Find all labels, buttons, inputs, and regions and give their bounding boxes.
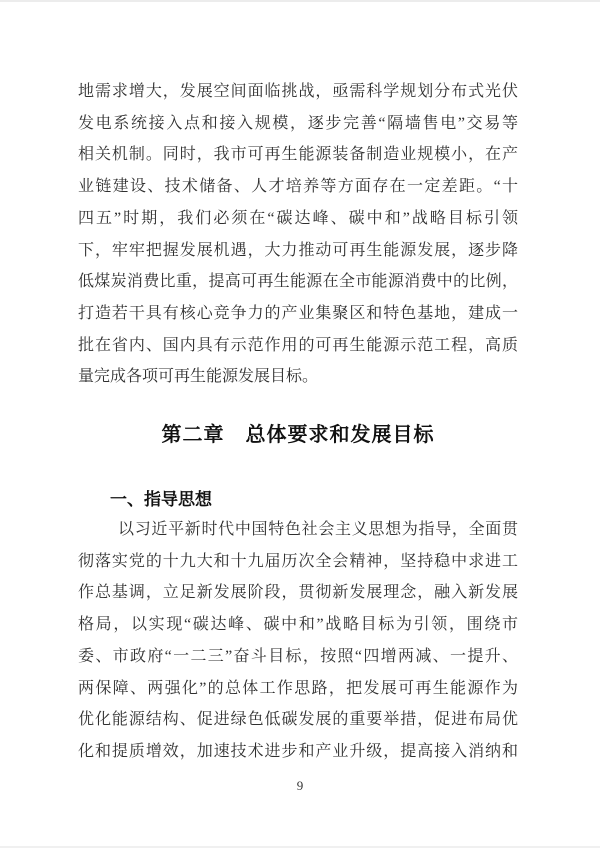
text-line: 委、市政府“一二三”奋斗目标，按照“四增两减、一提升、 [78,647,518,665]
text-line: 作总基调，立足新发展阶段，贯彻新发展理念，融入新发展 [78,584,518,602]
page-number: 9 [296,778,304,793]
paragraph-guiding-ideology [78,514,518,768]
text-line: 化和提质增效，加速技术进步和产业升级，提高接入消纳和 [78,742,518,760]
text-line: 优化能源结构、促进绿色低碳发展的重要举措，促进布局优 [78,711,518,729]
text-line: 批在省内、国内具有示范作用的可再生能源示范工程，高质 [78,336,518,354]
text-line: 四五”时期，我们必须在“碳达峰、碳中和”战略目标引领 [78,209,518,227]
text-line: 业链建设、技术储备、人才培养等方面存在一定差距。“十 [78,178,518,196]
text-line: 彻落实党的十九大和十九届历次全会精神，坚持稳中求进工 [78,552,518,570]
text-line: 量完成各项可再生能源发展目标。 [78,368,319,386]
text-line: 低煤炭消费比重，提高可再生能源在全市能源消费中的比例， [78,273,518,291]
text-line: 两保障、两强化”的总体工作思路，把发展可再生能源作为 [78,679,518,697]
text-line: 相关机制。同时，我市可再生能源装备制造业规模小，在产 [78,146,518,164]
text-line: 以习近平新时代中国特色社会主义思想为指导，全面贯 [118,521,518,538]
text-line: 打造若干具有核心竞争力的产业集聚区和特色基地，建成一 [78,304,518,322]
paragraph-continued [78,76,518,393]
section-heading: 一、指导思想 [110,490,212,509]
text-line: 格局，以实现“碳达峰、碳中和”战略目标为引领，围绕市 [78,616,518,634]
text-line: 下，牢牢把握发展机遇，大力推动可再生能源发展，逐步降 [78,241,518,259]
text-line: 地需求增大，发展空间面临挑战，亟需科学规划分布式光伏 [78,83,518,100]
text-line: 发电系统接入点和接入规模，逐步完善“隔墙售电”交易等 [78,114,518,132]
chapter-heading: 第二章 总体要求和发展目标 [161,424,435,446]
